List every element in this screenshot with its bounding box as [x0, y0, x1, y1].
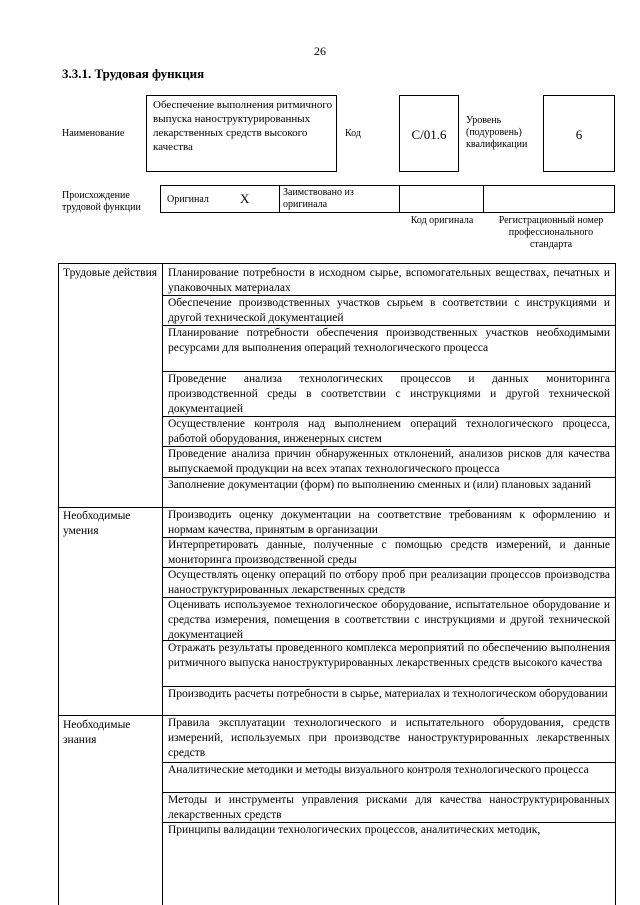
code-label: Код — [345, 128, 361, 139]
code-value: C/01.6 — [411, 127, 447, 142]
skills-item-4: Оценивать используемое технологическое оборудование, испытательное оборудование и средства измерения, помещения в соответствии с инструкциями и другой технической документацией — [168, 599, 610, 640]
origin-label: Происхождение трудовой функции — [62, 190, 141, 213]
actions-item-7: Заполнение документации (форм) по выполнению сменных и (или) плановых заданий — [168, 479, 592, 491]
original-label: Оригинал — [167, 194, 209, 205]
code-value-box — [399, 95, 459, 172]
skills-item-5: Отражать результаты проведенного комплекса мероприятий по обеспечению выполнения ритмичного выпуска наноструктурированных лекарственных средств высокого качества — [168, 642, 610, 669]
group-label-actions: Трудовые действия — [63, 267, 158, 279]
name-label: Наименование — [62, 128, 125, 139]
group-label-knowledge: Необходимые знания — [63, 719, 131, 746]
level-label: Уровень (подуровень) квалификации — [466, 115, 528, 150]
actions-item-6: Проведение анализа причин обнаруженных отклонений, анализов рисков для качества выпускаемой продукции на всех этапах технологического процесса — [168, 448, 610, 475]
actions-item-5: Осуществление контроля над выполнением операций технологического процесса, работой оборудования, инженерных систем — [168, 418, 610, 445]
level-value-box — [543, 95, 615, 172]
knowledge-item-2: Аналитические методики и методы визуального контроля технологического процесса — [168, 764, 589, 776]
actions-item-1: Планирование потребности в исходном сырье, вспомогательных веществах, печатных и упаковочных материалах — [168, 267, 610, 294]
knowledge-item-1: Правила эксплуатации технологического и испытательного оборудования, средств измерений, используемых при производстве наноструктурированных лекарственных средств — [168, 717, 610, 759]
page-number: 26 — [314, 44, 326, 58]
actions-item-4: Проведение анализа технологических процессов и данных мониторинга производственной среды в соответствии с инструкциями и другой технической документацией — [168, 373, 610, 415]
knowledge-item-3: Методы и инструменты управления рисками для качества наноструктурированных лекарственных средств — [168, 794, 610, 821]
reg-number-caption: Регистрационный номер профессионального стандарта — [498, 215, 604, 250]
section-title: 3.3.1. Трудовая функция — [62, 66, 205, 81]
skills-item-1: Производить оценку документации на соответствие требованиям к оформлению и нормам качества, принятым в организации — [168, 509, 610, 536]
group-label-skills: Необходимые умения — [63, 510, 131, 537]
borrowed-label: Заимствовано из оригинала — [283, 187, 354, 210]
actions-item-2: Обеспечение производственных участков сырьем в соответствии с инструкциями и другой технической документацией — [168, 297, 610, 324]
knowledge-item-4: Принципы валидации технологических процессов, аналитических методик, — [168, 824, 541, 836]
code-original-caption: Код оригинала — [410, 215, 474, 226]
name-value-box — [146, 95, 337, 172]
skills-item-6: Производить расчеты потребности в сырье, материалах и технологическом оборудовании — [168, 688, 608, 700]
level-value: 6 — [575, 127, 583, 142]
original-mark: X — [240, 191, 250, 206]
skills-item-3: Осуществлять оценку операций по отбору проб при реализации процессов производства наноструктурированных лекарственных средств — [168, 569, 610, 596]
skills-item-2: Интерпретировать данные, полученные с помощью средств измерений, и данные мониторинга производственной среды — [168, 539, 610, 566]
actions-item-3: Планирование потребности обеспечения производственных участков необходимыми ресурсами для выполнения операций технологического процесса — [168, 327, 610, 354]
name-value: Обеспечение выполнения ритмичного выпуска наноструктурированных лекарственных средств высокого качества — [153, 99, 333, 153]
